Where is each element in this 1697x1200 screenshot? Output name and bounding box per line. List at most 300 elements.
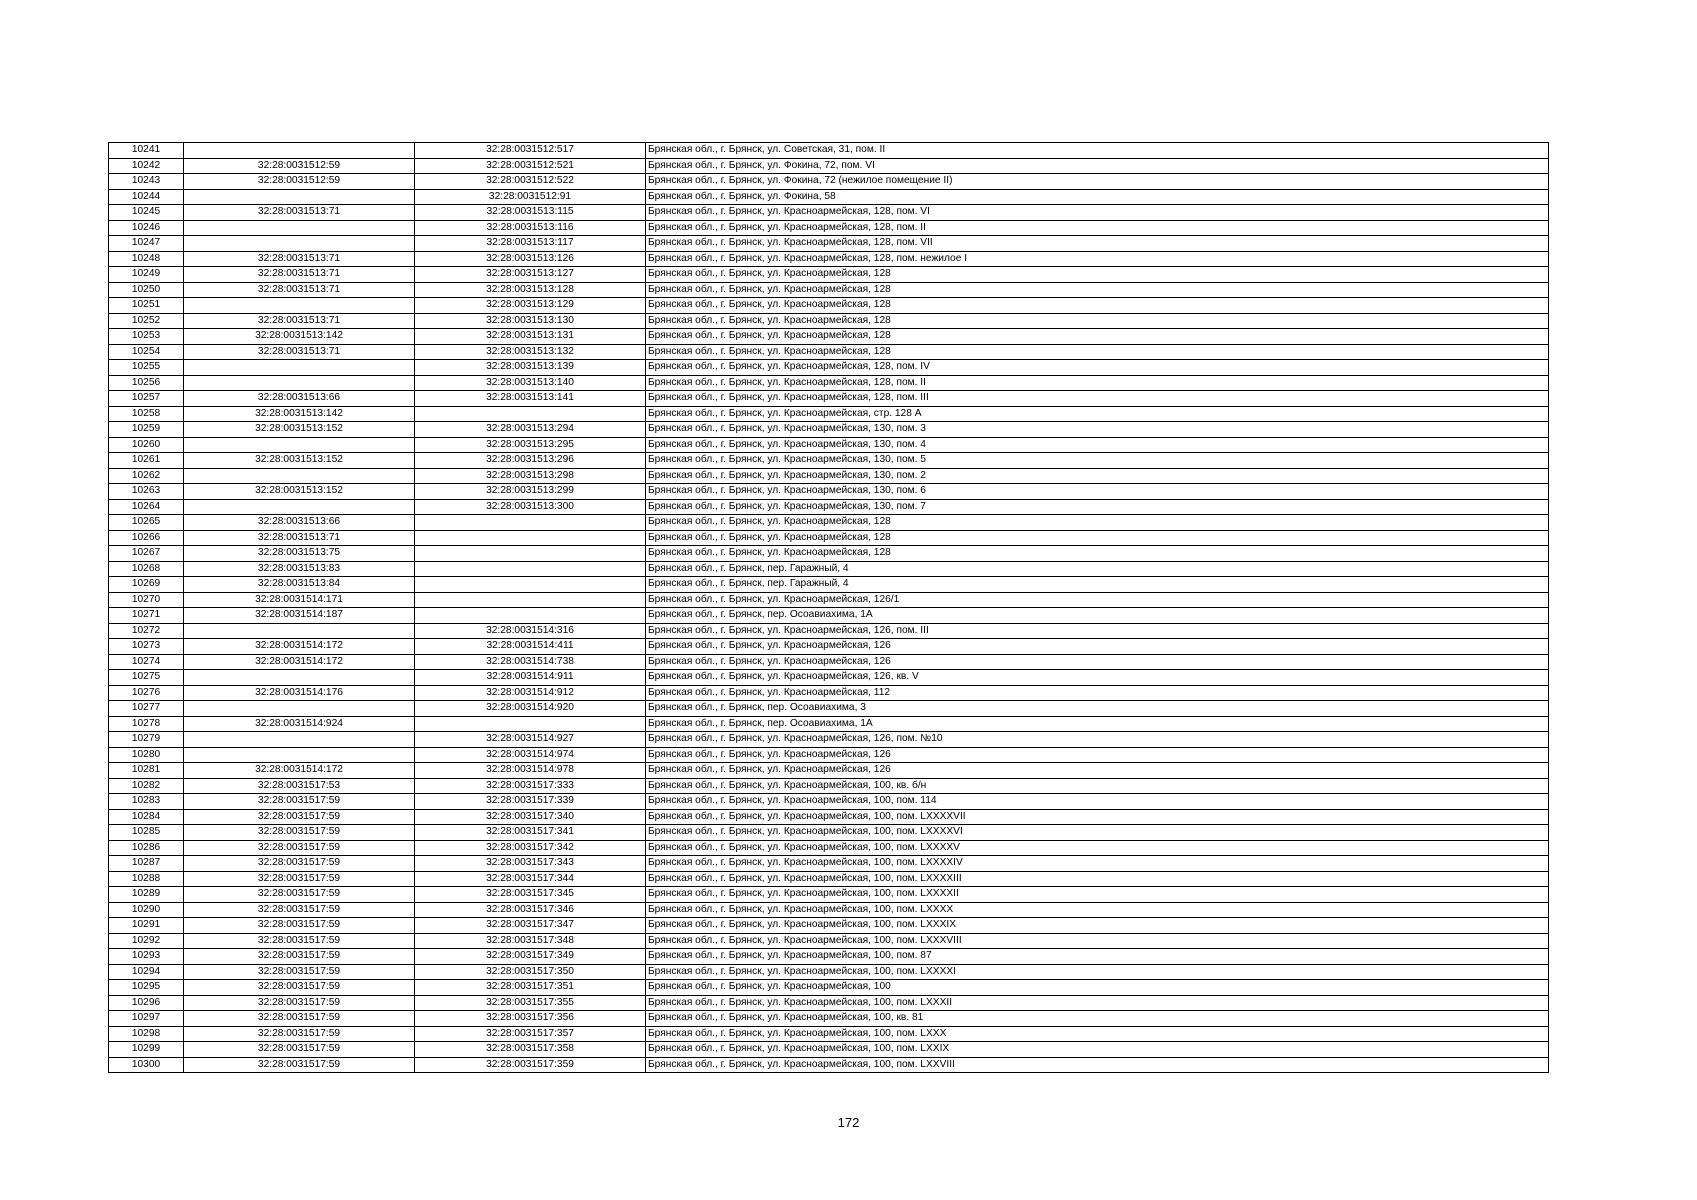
row-number-cell: 10300 <box>109 1057 184 1073</box>
parent-cadastral-number-cell: 32:28:0031513:75 <box>184 546 415 562</box>
parent-cadastral-number-cell: 32:28:0031513:66 <box>184 515 415 531</box>
cadastral-number-cell <box>415 530 646 546</box>
address-cell: Брянская обл., г. Брянск, ул. Красноармейская, 100, кв. 81 <box>646 1011 1549 1027</box>
row-number-cell: 10276 <box>109 685 184 701</box>
cadastral-number-cell: 32:28:0031512:91 <box>415 189 646 205</box>
parent-cadastral-number-cell <box>184 437 415 453</box>
cadastral-number-cell <box>415 561 646 577</box>
cadastral-number-cell: 32:28:0031517:350 <box>415 964 646 980</box>
address-cell: Брянская обл., г. Брянск, ул. Красноармейская, 128 <box>646 515 1549 531</box>
address-cell: Брянская обл., г. Брянск, ул. Красноармейская, 126 <box>646 763 1549 779</box>
parent-cadastral-number-cell: 32:28:0031517:59 <box>184 1026 415 1042</box>
parent-cadastral-number-cell: 32:28:0031517:59 <box>184 794 415 810</box>
address-cell: Брянская обл., г. Брянск, ул. Красноармейская, 100 <box>646 980 1549 996</box>
table-row <box>109 980 1549 996</box>
address-cell: Брянская обл., г. Брянск, пер. Гаражный, 4 <box>646 561 1549 577</box>
row-number-cell: 10245 <box>109 205 184 221</box>
row-number-cell: 10285 <box>109 825 184 841</box>
address-cell: Брянская обл., г. Брянск, ул. Красноармейская, 130, пом. 2 <box>646 468 1549 484</box>
parent-cadastral-number-cell: 32:28:0031513:71 <box>184 344 415 360</box>
table-row <box>109 608 1549 624</box>
row-number-cell: 10297 <box>109 1011 184 1027</box>
table-row <box>109 530 1549 546</box>
address-cell: Брянская обл., г. Брянск, ул. Красноармейская, стр. 128 А <box>646 406 1549 422</box>
row-number-cell: 10246 <box>109 220 184 236</box>
parent-cadastral-number-cell <box>184 468 415 484</box>
address-cell: Брянская обл., г. Брянск, ул. Красноармейская, 128, пом. нежилое I <box>646 251 1549 267</box>
address-cell: Брянская обл., г. Брянск, пер. Осоавиахима, 1А <box>646 608 1549 624</box>
row-number-cell: 10293 <box>109 949 184 965</box>
cadastral-number-cell: 32:28:0031512:522 <box>415 174 646 190</box>
table-row <box>109 670 1549 686</box>
cadastral-number-cell: 32:28:0031514:911 <box>415 670 646 686</box>
table-row <box>109 778 1549 794</box>
address-cell: Брянская обл., г. Брянск, ул. Красноармейская, 128, пом. VII <box>646 236 1549 252</box>
table-row <box>109 205 1549 221</box>
parent-cadastral-number-cell: 32:28:0031513:66 <box>184 391 415 407</box>
address-cell: Брянская обл., г. Брянск, ул. Красноармейская, 100, пом. LXXXXI <box>646 964 1549 980</box>
cadastral-number-cell: 32:28:0031517:340 <box>415 809 646 825</box>
cadastral-number-cell: 32:28:0031513:132 <box>415 344 646 360</box>
cadastral-number-cell: 32:28:0031514:316 <box>415 623 646 639</box>
parent-cadastral-number-cell: 32:28:0031513:142 <box>184 406 415 422</box>
address-cell: Брянская обл., г. Брянск, ул. Красноармейская, 126 <box>646 639 1549 655</box>
row-number-cell: 10280 <box>109 747 184 763</box>
table-row <box>109 871 1549 887</box>
cadastral-number-cell: 32:28:0031514:974 <box>415 747 646 763</box>
row-number-cell: 10296 <box>109 995 184 1011</box>
row-number-cell: 10248 <box>109 251 184 267</box>
table-row <box>109 236 1549 252</box>
cadastral-number-cell <box>415 577 646 593</box>
cadastral-number-cell: 32:28:0031517:351 <box>415 980 646 996</box>
cadastral-number-cell: 32:28:0031514:738 <box>415 654 646 670</box>
row-number-cell: 10278 <box>109 716 184 732</box>
parent-cadastral-number-cell: 32:28:0031517:59 <box>184 1011 415 1027</box>
address-cell: Брянская обл., г. Брянск, ул. Красноармейская, 128 <box>646 267 1549 283</box>
parent-cadastral-number-cell <box>184 298 415 314</box>
parent-cadastral-number-cell <box>184 360 415 376</box>
address-cell: Брянская обл., г. Брянск, ул. Красноармейская, 128, пом. II <box>646 375 1549 391</box>
parent-cadastral-number-cell: 32:28:0031513:152 <box>184 484 415 500</box>
row-number-cell: 10258 <box>109 406 184 422</box>
cadastral-number-cell: 32:28:0031514:978 <box>415 763 646 779</box>
table-row <box>109 856 1549 872</box>
row-number-cell: 10286 <box>109 840 184 856</box>
table-row <box>109 158 1549 174</box>
cadastral-number-cell <box>415 608 646 624</box>
address-cell: Брянская обл., г. Брянск, ул. Красноармейская, 100, пом. LXXXXII <box>646 887 1549 903</box>
address-cell: Брянская обл., г. Брянск, ул. Красноармейская, 126, кв. V <box>646 670 1549 686</box>
address-cell: Брянская обл., г. Брянск, ул. Красноармейская, 100, пом. LXXXXIV <box>646 856 1549 872</box>
row-number-cell: 10241 <box>109 143 184 159</box>
row-number-cell: 10294 <box>109 964 184 980</box>
table-row <box>109 143 1549 159</box>
row-number-cell: 10256 <box>109 375 184 391</box>
table-row <box>109 499 1549 515</box>
table-row <box>109 484 1549 500</box>
row-number-cell: 10262 <box>109 468 184 484</box>
address-cell: Брянская обл., г. Брянск, ул. Фокина, 72, пом. VI <box>646 158 1549 174</box>
cadastral-number-cell: 32:28:0031517:358 <box>415 1042 646 1058</box>
table-row <box>109 298 1549 314</box>
parent-cadastral-number-cell: 32:28:0031517:59 <box>184 856 415 872</box>
address-cell: Брянская обл., г. Брянск, ул. Красноармейская, 128, пом. VI <box>646 205 1549 221</box>
cadastral-number-cell: 32:28:0031517:348 <box>415 933 646 949</box>
cadastral-number-cell: 32:28:0031512:521 <box>415 158 646 174</box>
cadastral-number-cell <box>415 406 646 422</box>
parent-cadastral-number-cell: 32:28:0031513:71 <box>184 313 415 329</box>
cadastral-number-cell: 32:28:0031514:927 <box>415 732 646 748</box>
row-number-cell: 10254 <box>109 344 184 360</box>
address-cell: Брянская обл., г. Брянск, ул. Красноармейская, 130, пом. 4 <box>646 437 1549 453</box>
table-row <box>109 1042 1549 1058</box>
table-row <box>109 453 1549 469</box>
parent-cadastral-number-cell <box>184 189 415 205</box>
row-number-cell: 10264 <box>109 499 184 515</box>
cadastral-number-cell: 32:28:0031513:126 <box>415 251 646 267</box>
address-cell: Брянская обл., г. Брянск, ул. Красноармейская, 100, пом. 87 <box>646 949 1549 965</box>
parent-cadastral-number-cell: 32:28:0031514:924 <box>184 716 415 732</box>
row-number-cell: 10271 <box>109 608 184 624</box>
address-cell: Брянская обл., г. Брянск, ул. Красноармейская, 112 <box>646 685 1549 701</box>
parent-cadastral-number-cell: 32:28:0031517:59 <box>184 949 415 965</box>
table-row <box>109 716 1549 732</box>
row-number-cell: 10281 <box>109 763 184 779</box>
address-cell: Брянская обл., г. Брянск, ул. Советская, 31, пом. II <box>646 143 1549 159</box>
address-cell: Брянская обл., г. Брянск, ул. Красноармейская, 130, пом. 5 <box>646 453 1549 469</box>
address-cell: Брянская обл., г. Брянск, ул. Красноармейская, 128 <box>646 546 1549 562</box>
cadastral-number-cell: 32:28:0031517:333 <box>415 778 646 794</box>
table-row <box>109 701 1549 717</box>
address-cell: Брянская обл., г. Брянск, ул. Красноармейская, 100, пом. LXXXX <box>646 902 1549 918</box>
address-cell: Брянская обл., г. Брянск, ул. Красноармейская, 100, пом. LXXXIX <box>646 918 1549 934</box>
address-cell: Брянская обл., г. Брянск, ул. Красноармейская, 128, пом. II <box>646 220 1549 236</box>
table-row <box>109 344 1549 360</box>
row-number-cell: 10261 <box>109 453 184 469</box>
row-number-cell: 10252 <box>109 313 184 329</box>
table-row <box>109 267 1549 283</box>
cadastral-number-cell: 32:28:0031513:127 <box>415 267 646 283</box>
table-row <box>109 313 1549 329</box>
table-row <box>109 468 1549 484</box>
parent-cadastral-number-cell: 32:28:0031513:71 <box>184 282 415 298</box>
address-cell: Брянская обл., г. Брянск, ул. Красноармейская, 100, пом. LXXX <box>646 1026 1549 1042</box>
table-row <box>109 964 1549 980</box>
table-row <box>109 685 1549 701</box>
parent-cadastral-number-cell: 32:28:0031513:71 <box>184 267 415 283</box>
address-cell: Брянская обл., г. Брянск, ул. Красноармейская, 128, пом. IV <box>646 360 1549 376</box>
cadastral-number-cell: 32:28:0031517:359 <box>415 1057 646 1073</box>
table-row <box>109 422 1549 438</box>
parent-cadastral-number-cell: 32:28:0031517:59 <box>184 887 415 903</box>
row-number-cell: 10260 <box>109 437 184 453</box>
address-cell: Брянская обл., г. Брянск, ул. Красноармейская, 130, пом. 7 <box>646 499 1549 515</box>
address-cell: Брянская обл., г. Брянск, ул. Красноармейская, 128 <box>646 530 1549 546</box>
table-row <box>109 577 1549 593</box>
cadastral-number-cell: 32:28:0031513:117 <box>415 236 646 252</box>
row-number-cell: 10273 <box>109 639 184 655</box>
parent-cadastral-number-cell: 32:28:0031517:59 <box>184 1057 415 1073</box>
cadastral-number-cell <box>415 592 646 608</box>
cadastral-number-cell: 32:28:0031513:298 <box>415 468 646 484</box>
row-number-cell: 10283 <box>109 794 184 810</box>
table-row <box>109 840 1549 856</box>
parent-cadastral-number-cell: 32:28:0031514:172 <box>184 763 415 779</box>
parent-cadastral-number-cell: 32:28:0031514:172 <box>184 639 415 655</box>
parent-cadastral-number-cell <box>184 499 415 515</box>
row-number-cell: 10267 <box>109 546 184 562</box>
row-number-cell: 10299 <box>109 1042 184 1058</box>
table-row <box>109 251 1549 267</box>
address-cell: Брянская обл., г. Брянск, ул. Красноармейская, 100, пом. LXXXVIII <box>646 933 1549 949</box>
parent-cadastral-number-cell <box>184 236 415 252</box>
cadastral-number-cell: 32:28:0031513:129 <box>415 298 646 314</box>
cadastral-number-cell <box>415 716 646 732</box>
parent-cadastral-number-cell <box>184 732 415 748</box>
row-number-cell: 10292 <box>109 933 184 949</box>
cadastral-number-cell: 32:28:0031513:294 <box>415 422 646 438</box>
parent-cadastral-number-cell <box>184 220 415 236</box>
row-number-cell: 10247 <box>109 236 184 252</box>
row-number-cell: 10279 <box>109 732 184 748</box>
parent-cadastral-number-cell: 32:28:0031517:59 <box>184 809 415 825</box>
address-cell: Брянская обл., г. Брянск, ул. Красноармейская, 130, пом. 6 <box>646 484 1549 500</box>
row-number-cell: 10298 <box>109 1026 184 1042</box>
table-row <box>109 220 1549 236</box>
row-number-cell: 10270 <box>109 592 184 608</box>
cadastral-number-cell: 32:28:0031514:912 <box>415 685 646 701</box>
cadastral-number-cell: 32:28:0031513:116 <box>415 220 646 236</box>
table-row <box>109 794 1549 810</box>
address-cell: Брянская обл., г. Брянск, ул. Красноармейская, 128 <box>646 313 1549 329</box>
address-cell: Брянская обл., г. Брянск, ул. Красноармейская, 126, пом. №10 <box>646 732 1549 748</box>
address-cell: Брянская обл., г. Брянск, ул. Красноармейская, 130, пом. 3 <box>646 422 1549 438</box>
parent-cadastral-number-cell: 32:28:0031513:152 <box>184 422 415 438</box>
cadastral-number-cell: 32:28:0031513:115 <box>415 205 646 221</box>
row-number-cell: 10291 <box>109 918 184 934</box>
cadastral-number-cell: 32:28:0031513:131 <box>415 329 646 345</box>
row-number-cell: 10255 <box>109 360 184 376</box>
table-row <box>109 515 1549 531</box>
cadastral-number-cell: 32:28:0031513:139 <box>415 360 646 376</box>
row-number-cell: 10243 <box>109 174 184 190</box>
address-cell: Брянская обл., г. Брянск, ул. Красноармейская, 100, пом. LXXXXIII <box>646 871 1549 887</box>
registry-table-body <box>109 143 1549 1073</box>
cadastral-number-cell: 32:28:0031517:357 <box>415 1026 646 1042</box>
table-row <box>109 375 1549 391</box>
table-row <box>109 747 1549 763</box>
row-number-cell: 10269 <box>109 577 184 593</box>
address-cell: Брянская обл., г. Брянск, ул. Красноармейская, 100, пом. LXXXII <box>646 995 1549 1011</box>
row-number-cell: 10249 <box>109 267 184 283</box>
table-row <box>109 360 1549 376</box>
table-row <box>109 437 1549 453</box>
table-row <box>109 949 1549 965</box>
parent-cadastral-number-cell: 32:28:0031513:84 <box>184 577 415 593</box>
cadastral-number-cell: 32:28:0031517:347 <box>415 918 646 934</box>
row-number-cell: 10242 <box>109 158 184 174</box>
cadastral-number-cell: 32:28:0031517:356 <box>415 1011 646 1027</box>
row-number-cell: 10251 <box>109 298 184 314</box>
parent-cadastral-number-cell: 32:28:0031517:59 <box>184 933 415 949</box>
parent-cadastral-number-cell: 32:28:0031513:83 <box>184 561 415 577</box>
parent-cadastral-number-cell <box>184 623 415 639</box>
cadastral-number-cell: 32:28:0031513:140 <box>415 375 646 391</box>
parent-cadastral-number-cell <box>184 143 415 159</box>
parent-cadastral-number-cell <box>184 747 415 763</box>
address-cell: Брянская обл., г. Брянск, ул. Фокина, 58 <box>646 189 1549 205</box>
parent-cadastral-number-cell: 32:28:0031517:59 <box>184 918 415 934</box>
table-row <box>109 1026 1549 1042</box>
parent-cadastral-number-cell: 32:28:0031514:187 <box>184 608 415 624</box>
cadastral-number-cell: 32:28:0031517:341 <box>415 825 646 841</box>
address-cell: Брянская обл., г. Брянск, ул. Красноармейская, 100, пом. LXXVIII <box>646 1057 1549 1073</box>
row-number-cell: 10275 <box>109 670 184 686</box>
parent-cadastral-number-cell: 32:28:0031517:59 <box>184 995 415 1011</box>
page-number: 172 <box>837 1115 860 1130</box>
address-cell: Брянская обл., г. Брянск, ул. Красноармейская, 126 <box>646 654 1549 670</box>
address-cell: Брянская обл., г. Брянск, ул. Красноармейская, 128 <box>646 298 1549 314</box>
cadastral-number-cell: 32:28:0031512:517 <box>415 143 646 159</box>
parent-cadastral-number-cell: 32:28:0031517:59 <box>184 902 415 918</box>
address-cell: Брянская обл., г. Брянск, ул. Красноармейская, 128 <box>646 282 1549 298</box>
row-number-cell: 10265 <box>109 515 184 531</box>
cadastral-number-cell: 32:28:0031513:295 <box>415 437 646 453</box>
address-cell: Брянская обл., г. Брянск, ул. Красноармейская, 128, пом. III <box>646 391 1549 407</box>
parent-cadastral-number-cell <box>184 670 415 686</box>
cadastral-number-cell: 32:28:0031517:349 <box>415 949 646 965</box>
address-cell: Брянская обл., г. Брянск, ул. Красноармейская, 126, пом. III <box>646 623 1549 639</box>
parent-cadastral-number-cell: 32:28:0031513:71 <box>184 251 415 267</box>
table-row <box>109 282 1549 298</box>
row-number-cell: 10289 <box>109 887 184 903</box>
table-row <box>109 406 1549 422</box>
cadastral-number-cell: 32:28:0031513:300 <box>415 499 646 515</box>
address-cell: Брянская обл., г. Брянск, ул. Красноармейская, 128 <box>646 344 1549 360</box>
parent-cadastral-number-cell: 32:28:0031514:176 <box>184 685 415 701</box>
cadastral-number-cell <box>415 515 646 531</box>
table-row <box>109 546 1549 562</box>
cadastral-number-cell: 32:28:0031513:141 <box>415 391 646 407</box>
parent-cadastral-number-cell: 32:28:0031517:53 <box>184 778 415 794</box>
address-cell: Брянская обл., г. Брянск, ул. Красноармейская, 100, пом. 114 <box>646 794 1549 810</box>
table-row <box>109 902 1549 918</box>
table-row <box>109 329 1549 345</box>
cadastral-number-cell: 32:28:0031513:130 <box>415 313 646 329</box>
parent-cadastral-number-cell: 32:28:0031513:152 <box>184 453 415 469</box>
table-row <box>109 639 1549 655</box>
row-number-cell: 10274 <box>109 654 184 670</box>
table-row <box>109 592 1549 608</box>
parent-cadastral-number-cell: 32:28:0031517:59 <box>184 840 415 856</box>
parent-cadastral-number-cell: 32:28:0031517:59 <box>184 1042 415 1058</box>
cadastral-number-cell: 32:28:0031517:342 <box>415 840 646 856</box>
parent-cadastral-number-cell: 32:28:0031517:59 <box>184 871 415 887</box>
row-number-cell: 10263 <box>109 484 184 500</box>
cadastral-number-cell: 32:28:0031514:411 <box>415 639 646 655</box>
row-number-cell: 10250 <box>109 282 184 298</box>
row-number-cell: 10284 <box>109 809 184 825</box>
row-number-cell: 10244 <box>109 189 184 205</box>
parent-cadastral-number-cell: 32:28:0031513:142 <box>184 329 415 345</box>
parent-cadastral-number-cell: 32:28:0031514:172 <box>184 654 415 670</box>
parent-cadastral-number-cell: 32:28:0031512:59 <box>184 158 415 174</box>
parent-cadastral-number-cell: 32:28:0031513:71 <box>184 205 415 221</box>
cadastral-number-cell: 32:28:0031517:339 <box>415 794 646 810</box>
row-number-cell: 10295 <box>109 980 184 996</box>
table-row <box>109 623 1549 639</box>
cadastral-number-cell <box>415 546 646 562</box>
address-cell: Брянская обл., г. Брянск, пер. Осоавиахима, 3 <box>646 701 1549 717</box>
row-number-cell: 10257 <box>109 391 184 407</box>
table-row <box>109 887 1549 903</box>
row-number-cell: 10277 <box>109 701 184 717</box>
cadastral-number-cell: 32:28:0031517:344 <box>415 871 646 887</box>
cadastral-number-cell: 32:28:0031517:355 <box>415 995 646 1011</box>
table-row <box>109 809 1549 825</box>
table-row <box>109 561 1549 577</box>
table-row <box>109 654 1549 670</box>
address-cell: Брянская обл., г. Брянск, ул. Красноармейская, 126/1 <box>646 592 1549 608</box>
row-number-cell: 10290 <box>109 902 184 918</box>
address-cell: Брянская обл., г. Брянск, ул. Красноармейская, 100, пом. LXXXXVII <box>646 809 1549 825</box>
row-number-cell: 10287 <box>109 856 184 872</box>
table-row <box>109 825 1549 841</box>
address-cell: Брянская обл., г. Брянск, пер. Осоавиахима, 1А <box>646 716 1549 732</box>
row-number-cell: 10282 <box>109 778 184 794</box>
registry-table <box>108 142 1549 1073</box>
cadastral-number-cell: 32:28:0031517:345 <box>415 887 646 903</box>
table-row <box>109 732 1549 748</box>
table-row <box>109 189 1549 205</box>
parent-cadastral-number-cell: 32:28:0031513:71 <box>184 530 415 546</box>
cadastral-number-cell: 32:28:0031517:343 <box>415 856 646 872</box>
cadastral-number-cell: 32:28:0031517:346 <box>415 902 646 918</box>
parent-cadastral-number-cell: 32:28:0031517:59 <box>184 964 415 980</box>
cadastral-number-cell: 32:28:0031513:128 <box>415 282 646 298</box>
address-cell: Брянская обл., г. Брянск, ул. Красноармейская, 100, пом. LXXIX <box>646 1042 1549 1058</box>
parent-cadastral-number-cell: 32:28:0031512:59 <box>184 174 415 190</box>
row-number-cell: 10253 <box>109 329 184 345</box>
row-number-cell: 10288 <box>109 871 184 887</box>
parent-cadastral-number-cell <box>184 375 415 391</box>
table-row <box>109 918 1549 934</box>
cadastral-number-cell: 32:28:0031514:920 <box>415 701 646 717</box>
parent-cadastral-number-cell: 32:28:0031517:59 <box>184 980 415 996</box>
address-cell: Брянская обл., г. Брянск, ул. Красноармейская, 100, пом. LXXXXVI <box>646 825 1549 841</box>
parent-cadastral-number-cell <box>184 701 415 717</box>
table-row <box>109 174 1549 190</box>
row-number-cell: 10268 <box>109 561 184 577</box>
table-row <box>109 995 1549 1011</box>
address-cell: Брянская обл., г. Брянск, ул. Красноармейская, 128 <box>646 329 1549 345</box>
cadastral-number-cell: 32:28:0031513:299 <box>415 484 646 500</box>
row-number-cell: 10266 <box>109 530 184 546</box>
table-row <box>109 391 1549 407</box>
cadastral-number-cell: 32:28:0031513:296 <box>415 453 646 469</box>
row-number-cell: 10259 <box>109 422 184 438</box>
table-row <box>109 1011 1549 1027</box>
table-row <box>109 1057 1549 1073</box>
address-cell: Брянская обл., г. Брянск, ул. Фокина, 72 (нежилое помещение II) <box>646 174 1549 190</box>
address-cell: Брянская обл., г. Брянск, пер. Гаражный, 4 <box>646 577 1549 593</box>
address-cell: Брянская обл., г. Брянск, ул. Красноармейская, 100, кв. б/н <box>646 778 1549 794</box>
parent-cadastral-number-cell: 32:28:0031514:171 <box>184 592 415 608</box>
row-number-cell: 10272 <box>109 623 184 639</box>
address-cell: Брянская обл., г. Брянск, ул. Красноармейская, 126 <box>646 747 1549 763</box>
parent-cadastral-number-cell: 32:28:0031517:59 <box>184 825 415 841</box>
